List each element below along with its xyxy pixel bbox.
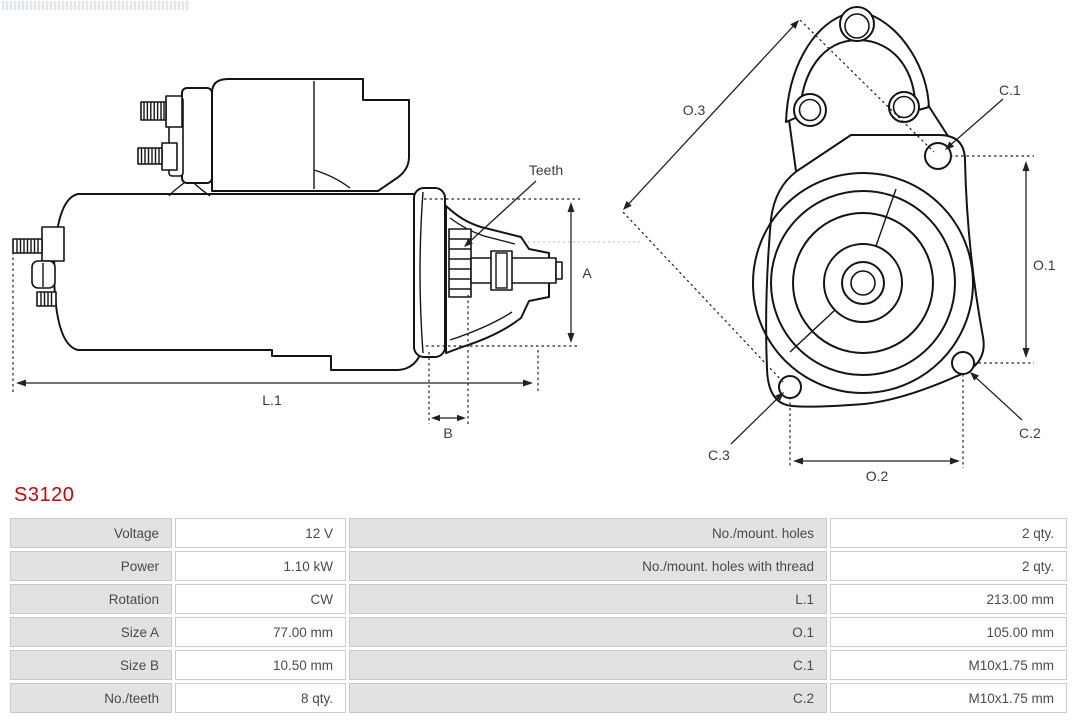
dim-o1-label: O.1 — [1033, 257, 1056, 273]
spec-label: No./teeth — [10, 683, 172, 713]
spec-label: No./mount. holes — [349, 518, 827, 548]
bracket-hole-top — [845, 14, 869, 38]
dim-c1-label: C.1 — [999, 82, 1021, 98]
spec-value: 12 V — [175, 518, 346, 548]
bracket-hole-right — [894, 97, 915, 118]
dim-o3-label: O.3 — [682, 102, 706, 118]
dim-c2-label: C.2 — [1019, 425, 1041, 441]
mount-hole-c2 — [952, 352, 974, 374]
dim-c3-label: C.3 — [708, 447, 730, 463]
spec-label: L.1 — [349, 584, 827, 614]
spec-value: 213.00 mm — [830, 584, 1067, 614]
spec-label: O.1 — [349, 617, 827, 647]
shaft-hole — [851, 271, 875, 295]
spec-value: 1.10 kW — [175, 551, 346, 581]
teeth-label: Teeth — [528, 162, 564, 178]
dim-o2-label: O.2 — [865, 468, 889, 484]
spec-label: Size B — [10, 650, 172, 680]
front-cap — [414, 188, 445, 357]
spec-label: No./mount. holes with thread — [349, 551, 827, 581]
spec-value: 2 qty. — [830, 518, 1067, 548]
part-number: S3120 — [14, 484, 75, 506]
bracket-hole-left — [800, 100, 821, 121]
rear-stud-threads — [17, 239, 38, 253]
rear-terminal-block — [42, 227, 64, 261]
shaft-collar — [491, 251, 512, 290]
dim-b-label: B — [443, 425, 453, 441]
solenoid-cap — [182, 88, 212, 183]
dim-l1-label: L.1 — [262, 392, 282, 408]
front-view-drawing — [623, 7, 1056, 484]
spec-label: C.2 — [349, 683, 827, 713]
spec-label: Size A — [10, 617, 172, 647]
spec-value: 8 qty. — [175, 683, 346, 713]
motor-body — [54, 194, 423, 370]
solenoid-terminal-nut-top — [166, 96, 182, 127]
spec-value: 10.50 mm — [175, 650, 346, 680]
spec-value: CW — [175, 584, 346, 614]
spec-value: 105.00 mm — [830, 617, 1067, 647]
spec-value: 2 qty. — [830, 551, 1067, 581]
solenoid-body — [212, 79, 409, 191]
solenoid-terminal-nut-bottom — [162, 143, 177, 170]
spec-value: M10x1.75 mm — [830, 650, 1067, 680]
spec-value: M10x1.75 mm — [830, 683, 1067, 713]
dim-a-label: A — [582, 265, 592, 281]
spec-label: Rotation — [10, 584, 172, 614]
pinion-shaft — [471, 258, 556, 283]
spec-label: C.1 — [349, 650, 827, 680]
spec-table — [10, 518, 1067, 713]
spec-label: Voltage — [10, 518, 172, 548]
spec-value: 77.00 mm — [175, 617, 346, 647]
side-view-drawing — [13, 79, 642, 441]
spec-label: Power — [10, 551, 172, 581]
